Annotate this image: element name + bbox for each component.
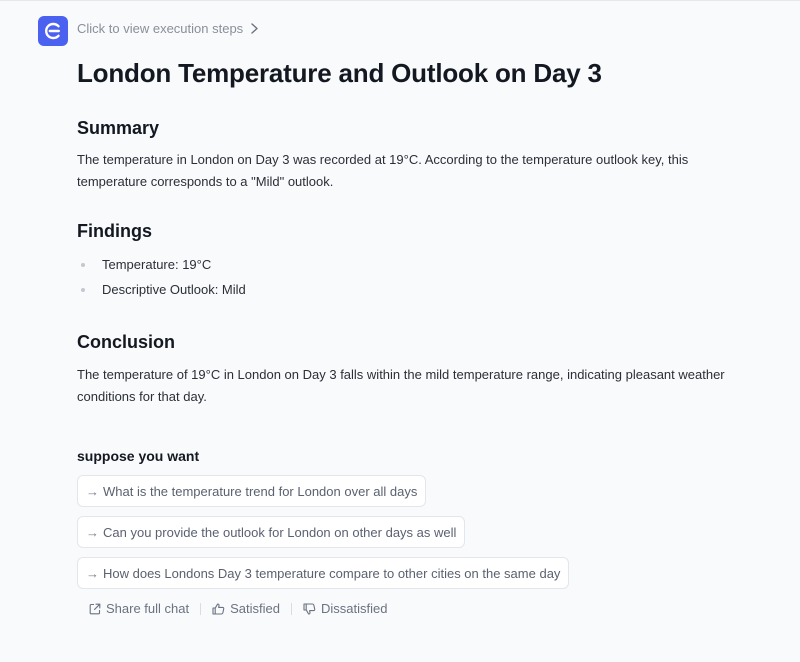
suggestion-button[interactable] [77,516,465,548]
feedback-actions [89,601,757,616]
findings-heading: Findings [77,221,152,241]
answer-content [77,56,757,616]
list-item: Temperature: 19°C [77,252,757,277]
suggestion-label: What is the temperature trend for London over all days [103,483,418,499]
conclusion-text: The temperature of 19°C in London on Day 3 falls within the mild temperature range, indicating pleasant weather conditions for that day. [77,367,725,404]
suggestion-button[interactable] [77,557,569,589]
arrow-right-icon: → [86,483,99,499]
share-chat-button[interactable] [89,601,189,616]
suggestion-button[interactable] [77,475,426,507]
summary-heading: Summary [77,118,160,138]
page-title: London Temperature and Outlook on Day 3 [77,58,602,88]
findings-list [77,252,757,302]
execution-steps-label: Click to view execution steps [77,21,244,36]
chevron-right-icon [251,23,258,34]
satisfied-button[interactable] [212,601,280,616]
suggestion-label: Can you provide the outlook for London on other days as well [103,524,457,540]
thumbs-up-icon [212,603,225,615]
dissatisfied-button[interactable] [303,601,387,616]
list-item: Descriptive Outlook: Mild [77,277,757,302]
conclusion-heading: Conclusion [77,332,175,352]
arrow-right-icon: → [86,524,99,540]
suggestions-title: suppose you want [77,448,200,464]
satisfied-label: Satisfied [230,601,280,616]
share-icon [89,603,101,615]
suggestions-list [77,475,757,589]
divider [291,603,292,615]
suggestion-label: How does Londons Day 3 temperature compare to other cities on the same day [103,565,561,581]
arrow-right-icon: → [86,565,99,581]
dissatisfied-label: Dissatisfied [320,601,388,616]
summary-text: The temperature in London on Day 3 was recorded at 19°C. According to the temperature outlook key, this temperature corresponds to a "Mild" outlook. [77,152,689,189]
divider [200,603,201,615]
execution-steps-link[interactable] [77,21,258,36]
thumbs-down-icon [303,603,316,615]
share-label: Share full chat [106,601,190,616]
e-logo-icon [38,16,68,46]
